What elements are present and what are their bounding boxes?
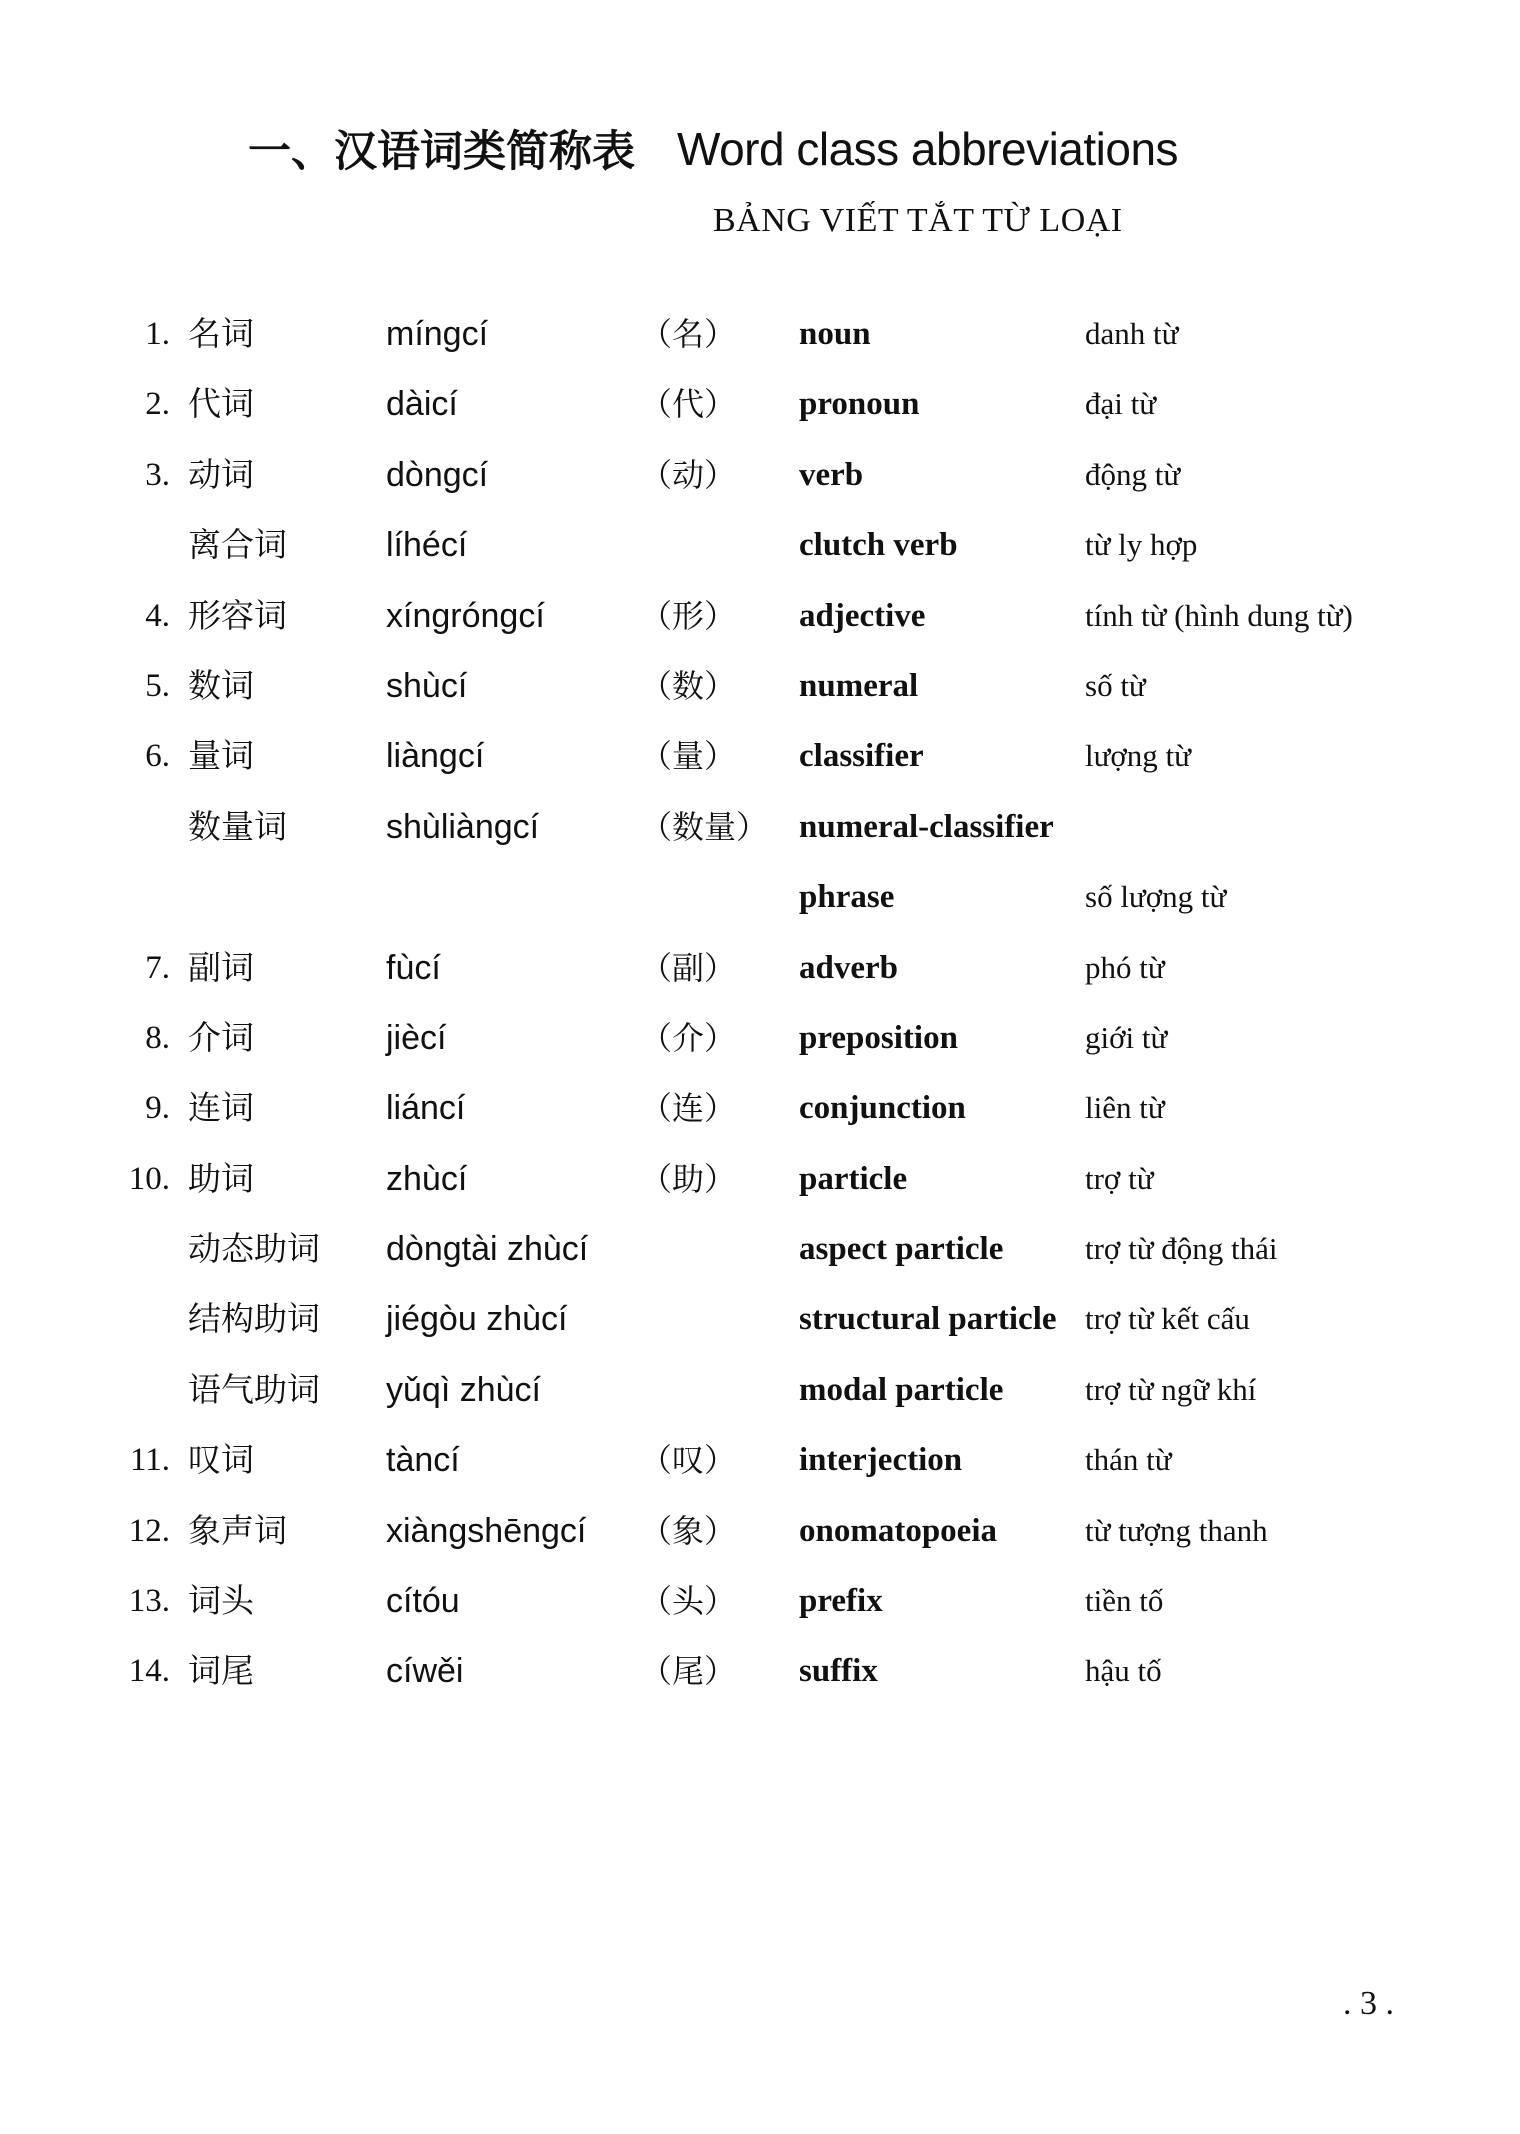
table-row <box>0 1573 1520 1643</box>
cell-english: numeral <box>799 667 919 704</box>
cell-abbr: （代） <box>640 385 737 424</box>
cell-vietnamese: lượng từ <box>1085 738 1191 774</box>
cell-num: 2. <box>145 386 170 423</box>
cell-abbr: （介） <box>640 1018 737 1057</box>
cell-english: structural particle <box>799 1301 1057 1338</box>
cell-english: pronoun <box>799 386 920 423</box>
table-row <box>0 728 1520 798</box>
cell-pinyin: tàncí <box>386 1441 460 1480</box>
table-row <box>0 799 1520 869</box>
cell-abbr: （形） <box>640 596 737 635</box>
cell-num: 8. <box>145 1019 170 1056</box>
table-row <box>0 588 1520 658</box>
cell-pinyin: yǔqì zhùcí <box>386 1370 541 1409</box>
page-number: . 3 . <box>1343 1985 1394 2022</box>
table-row <box>0 940 1520 1010</box>
cell-num: 10. <box>128 1160 170 1197</box>
cell-english: numeral-classifier <box>799 808 1054 845</box>
cell-abbr: （头） <box>640 1582 737 1621</box>
cell-hanzi: 离合词 <box>188 525 287 565</box>
table-row <box>0 658 1520 728</box>
table-row <box>0 1221 1520 1291</box>
cell-hanzi: 介词 <box>188 1017 254 1057</box>
cell-pinyin: shùcí <box>386 666 468 705</box>
cell-num: 11. <box>129 1442 170 1479</box>
cell-num: 6. <box>145 738 170 775</box>
cell-vietnamese: số lượng từ <box>1085 879 1227 915</box>
cell-hanzi: 量词 <box>188 736 254 776</box>
cell-vietnamese: số từ <box>1085 667 1146 703</box>
cell-abbr: （名） <box>640 315 737 353</box>
cell-hanzi: 叹词 <box>188 1440 254 1480</box>
cell-vietnamese: đại từ <box>1085 386 1157 422</box>
cell-num: 13. <box>128 1583 170 1620</box>
cell-num: 7. <box>145 949 170 986</box>
table-row <box>0 869 1520 939</box>
cell-num: 5. <box>145 667 170 704</box>
cell-vietnamese: giới từ <box>1085 1019 1168 1055</box>
table-row <box>0 1432 1520 1502</box>
cell-pinyin: xíngróngcí <box>386 596 545 635</box>
cell-english: prefix <box>799 1583 883 1620</box>
cell-english: particle <box>799 1160 908 1197</box>
cell-num: 12. <box>128 1512 170 1549</box>
cell-hanzi: 助词 <box>188 1158 254 1198</box>
cell-hanzi: 动词 <box>188 454 254 494</box>
cell-pinyin: liáncí <box>386 1089 466 1128</box>
title-chinese: 一、汉语词类简称表 <box>248 127 635 177</box>
cell-vietnamese: tiền tố <box>1085 1583 1164 1619</box>
cell-vietnamese: động từ <box>1085 456 1181 492</box>
cell-hanzi: 副词 <box>188 947 254 987</box>
cell-english: adjective <box>799 597 926 634</box>
cell-abbr: （动） <box>640 455 737 494</box>
cell-hanzi: 象声词 <box>188 1510 287 1550</box>
cell-vietnamese: tính từ (hình dung từ) <box>1085 597 1353 633</box>
cell-abbr: （量） <box>640 737 737 776</box>
cell-pinyin: xiàngshēngcí <box>386 1511 587 1550</box>
cell-hanzi: 连词 <box>188 1088 254 1128</box>
table-row <box>0 1291 1520 1361</box>
cell-vietnamese: từ ly hợp <box>1085 527 1198 563</box>
cell-pinyin: shùliàngcí <box>386 807 540 846</box>
table-row <box>0 1151 1520 1221</box>
cell-pinyin: dàicí <box>386 385 458 424</box>
cell-pinyin: cítóu <box>386 1582 460 1621</box>
table-row <box>0 1503 1520 1573</box>
cell-vietnamese: trợ từ ngữ khí <box>1085 1371 1257 1407</box>
cell-abbr: （连） <box>640 1089 737 1128</box>
cell-abbr: （数） <box>640 666 737 705</box>
cell-hanzi: 数词 <box>188 665 254 705</box>
cell-english: verb <box>799 456 864 493</box>
cell-abbr: （助） <box>640 1159 737 1198</box>
cell-pinyin: liàngcí <box>386 737 485 776</box>
cell-hanzi: 词尾 <box>188 1651 254 1691</box>
cell-pinyin: jiècí <box>386 1018 447 1057</box>
cell-english: preposition <box>799 1019 958 1056</box>
cell-num: 4. <box>145 597 170 634</box>
cell-abbr: （叹） <box>640 1441 737 1480</box>
cell-english: onomatopoeia <box>799 1512 997 1549</box>
cell-pinyin: líhécí <box>386 526 468 565</box>
cell-num: 3. <box>145 456 170 493</box>
table-row <box>0 447 1520 517</box>
cell-hanzi: 形容词 <box>188 595 287 635</box>
cell-abbr: （尾） <box>640 1652 737 1691</box>
table-row <box>0 1643 1520 1713</box>
table-row <box>0 517 1520 587</box>
word-class-table <box>0 306 1520 1714</box>
cell-hanzi: 词头 <box>188 1581 254 1621</box>
cell-vietnamese: danh từ <box>1085 316 1179 351</box>
title-vietnamese: BẢNG VIẾT TẮT TỪ LOẠI <box>713 202 1123 239</box>
cell-english: modal particle <box>799 1371 1004 1408</box>
page-title <box>248 118 1178 179</box>
cell-hanzi: 语气助词 <box>188 1369 320 1409</box>
cell-pinyin: dòngcí <box>386 455 489 494</box>
cell-english: conjunction <box>799 1090 966 1127</box>
cell-english: classifier <box>799 738 924 775</box>
cell-num: 14. <box>128 1653 170 1690</box>
cell-vietnamese: từ tượng thanh <box>1085 1512 1268 1548</box>
cell-pinyin: dòngtài zhùcí <box>386 1230 589 1269</box>
cell-hanzi: 动态助词 <box>188 1229 320 1269</box>
cell-pinyin: zhùcí <box>386 1159 468 1198</box>
cell-english: clutch verb <box>799 527 958 564</box>
cell-vietnamese: hậu tố <box>1085 1653 1162 1689</box>
cell-pinyin: míngcí <box>386 315 489 353</box>
table-row <box>0 376 1520 446</box>
cell-hanzi: 名词 <box>188 314 254 353</box>
cell-pinyin: jiégòu zhùcí <box>386 1300 568 1339</box>
title-english: Word class abbreviations <box>677 122 1179 175</box>
cell-english: noun <box>799 316 871 352</box>
cell-pinyin: cíwěi <box>386 1652 464 1691</box>
cell-english: interjection <box>799 1442 963 1479</box>
cell-hanzi: 数量词 <box>188 806 287 846</box>
table-row <box>0 1080 1520 1150</box>
cell-english: suffix <box>799 1653 878 1690</box>
table-row <box>0 1362 1520 1432</box>
cell-vietnamese: phó từ <box>1085 949 1165 985</box>
cell-vietnamese: thán từ <box>1085 1442 1172 1478</box>
table-row <box>0 306 1520 376</box>
cell-english: adverb <box>799 949 898 986</box>
cell-num: 9. <box>145 1090 170 1127</box>
cell-abbr: （副） <box>640 948 737 987</box>
cell-hanzi: 结构助词 <box>188 1299 320 1339</box>
cell-pinyin: fùcí <box>386 948 441 987</box>
cell-english: aspect particle <box>799 1231 1004 1268</box>
cell-vietnamese: trợ từ động thái <box>1085 1231 1278 1267</box>
table-row <box>0 1010 1520 1080</box>
cell-abbr: （象） <box>640 1511 737 1550</box>
cell-vietnamese: trợ từ kết cấu <box>1085 1301 1250 1337</box>
cell-hanzi: 代词 <box>188 384 254 424</box>
cell-vietnamese: liên từ <box>1085 1090 1165 1126</box>
cell-num: 1. <box>145 316 170 352</box>
cell-abbr: （数量） <box>640 807 769 846</box>
cell-vietnamese: trợ từ <box>1085 1160 1154 1196</box>
cell-english: phrase <box>799 879 895 916</box>
